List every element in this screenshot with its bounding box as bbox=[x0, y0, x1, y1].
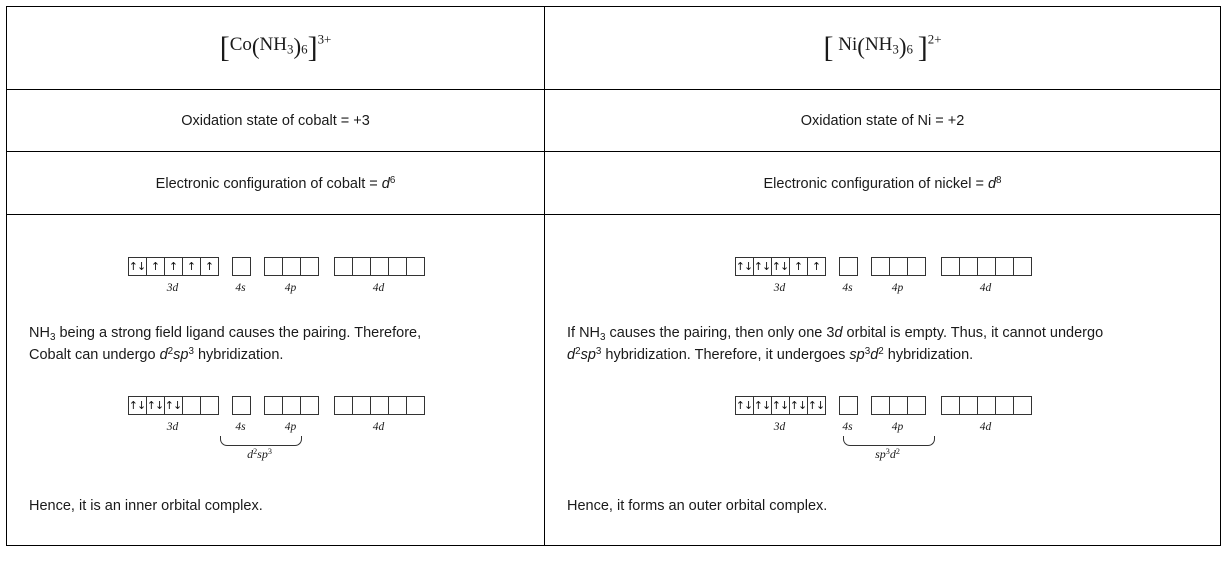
explanation-line-2: Cobalt can undergo $d^2sp^3$ hybridization. bbox=[29, 346, 284, 363]
orbital-box: ↑↓ bbox=[789, 396, 808, 415]
orbital-group-label: 3d bbox=[166, 282, 179, 295]
orbital-box bbox=[282, 396, 301, 415]
cell-oxidation-nickel bbox=[545, 90, 1221, 152]
orbital-box bbox=[1013, 257, 1032, 276]
orbital-box bbox=[907, 257, 926, 276]
orbital-group-4s bbox=[839, 257, 857, 297]
configuration-prefix-cobalt: Electronic configuration of cobalt = bbox=[155, 175, 382, 192]
orbital-group-4d bbox=[941, 396, 1031, 436]
formula-cobalt: $[Co(NH_3)_6]^{3+}$ bbox=[219, 31, 332, 64]
orbital-diagram-top-cobalt bbox=[29, 257, 522, 297]
orbital-group-label: 4d bbox=[979, 421, 992, 434]
orbital-box: ↑↓ bbox=[128, 396, 147, 415]
comparison-table bbox=[6, 6, 1221, 546]
orbital-group-label: 4s bbox=[842, 282, 853, 295]
orbital-group-label: 4s bbox=[235, 282, 246, 295]
cell-configuration-nickel bbox=[545, 152, 1221, 215]
configuration-prefix-nickel: Electronic configuration of nickel = bbox=[763, 175, 988, 192]
orbital-box bbox=[406, 396, 425, 415]
table-row-formula bbox=[7, 7, 1221, 90]
orbital-box bbox=[232, 257, 251, 276]
orbital-box bbox=[839, 396, 858, 415]
orbital-group-4p bbox=[264, 396, 318, 436]
orbital-box bbox=[977, 396, 996, 415]
configuration-exponent-nickel: 8 bbox=[996, 174, 1002, 186]
orbital-group-label: 4p bbox=[891, 282, 904, 295]
orbital-box: ↑↓ bbox=[164, 396, 183, 415]
orbital-group-4s bbox=[232, 257, 250, 297]
orbital-box bbox=[839, 257, 858, 276]
cell-formula-nickel bbox=[545, 7, 1221, 90]
document-page bbox=[0, 6, 1229, 567]
explanation-line-1: If $NH_3$ causes the pairing, then only one 3d orbital is empty. Thus, it cannot undergo bbox=[567, 324, 1104, 343]
orbital-box: ↑↓ bbox=[753, 396, 772, 415]
explanation-paragraph-nickel bbox=[567, 323, 1198, 366]
orbital-group-label: 4d bbox=[372, 421, 385, 434]
orbital-group-4d bbox=[334, 396, 424, 436]
orbital-box bbox=[871, 257, 890, 276]
orbital-box bbox=[388, 396, 407, 415]
orbital-box: ↑ bbox=[200, 257, 219, 276]
explanation-line-2: $d^2sp^3$ hybridization. Therefore, it undergoes $sp^3d^2$ hybridization. bbox=[567, 346, 974, 363]
orbital-group-4p bbox=[871, 257, 925, 297]
conclusion-cobalt: Hence, it is an inner orbital complex. bbox=[29, 497, 263, 514]
table-row-configuration bbox=[7, 152, 1221, 215]
orbital-box bbox=[232, 396, 251, 415]
orbital-box bbox=[264, 396, 283, 415]
oxidation-text-cobalt: Oxidation state of cobalt = +3 bbox=[181, 112, 370, 129]
orbital-box bbox=[200, 396, 219, 415]
orbital-diagram-top-nickel bbox=[567, 257, 1198, 297]
orbital-group-3d bbox=[128, 257, 218, 297]
orbital-group-3d bbox=[735, 396, 825, 436]
orbital-group-label: 4p bbox=[891, 421, 904, 434]
orbital-group-label: 3d bbox=[773, 421, 786, 434]
orbital-box bbox=[889, 257, 908, 276]
orbital-group-4p bbox=[871, 396, 925, 436]
orbital-box bbox=[264, 257, 283, 276]
orbital-group-4s bbox=[839, 396, 857, 436]
orbital-box bbox=[182, 396, 201, 415]
orbital-group-label: 4d bbox=[372, 282, 385, 295]
orbital-group-3d bbox=[735, 257, 825, 297]
orbital-box bbox=[406, 257, 425, 276]
orbital-group-4d bbox=[334, 257, 424, 297]
orbital-box: ↑↓ bbox=[771, 396, 790, 415]
hybridization-brace-nickel bbox=[735, 436, 1031, 462]
table-row-detail bbox=[7, 215, 1221, 546]
formula-nickel: [ $Ni(NH_3)_6$ ]$^{2+}$ bbox=[823, 31, 942, 64]
orbital-box: ↑↓ bbox=[807, 396, 826, 415]
conclusion-nickel: Hence, it forms an outer orbital complex. bbox=[567, 497, 828, 514]
orbital-group-label: 4s bbox=[842, 421, 853, 434]
cell-formula-cobalt bbox=[7, 7, 545, 90]
orbital-box bbox=[352, 257, 371, 276]
orbital-box bbox=[889, 396, 908, 415]
orbital-group-3d bbox=[128, 396, 218, 436]
orbital-group-label: 4d bbox=[979, 282, 992, 295]
configuration-exponent-cobalt: 6 bbox=[389, 174, 396, 186]
orbital-box: ↑ bbox=[182, 257, 201, 276]
configuration-value-nickel: d bbox=[987, 175, 997, 192]
orbital-box bbox=[995, 257, 1014, 276]
orbital-group-label: 4s bbox=[235, 421, 246, 434]
orbital-group-label: 4p bbox=[284, 421, 297, 434]
cell-configuration-cobalt bbox=[7, 152, 545, 215]
orbital-group-label: 3d bbox=[773, 282, 786, 295]
cell-detail-nickel bbox=[545, 215, 1221, 546]
orbital-box: ↑↓ bbox=[735, 396, 754, 415]
orbital-box: ↑↓ bbox=[128, 257, 147, 276]
orbital-diagram-bottom-cobalt bbox=[29, 396, 522, 462]
orbital-box bbox=[995, 396, 1014, 415]
detail-body-nickel bbox=[545, 233, 1220, 526]
orbital-group-4d bbox=[941, 257, 1031, 297]
orbital-box bbox=[907, 396, 926, 415]
orbital-group-label: 3d bbox=[166, 421, 179, 434]
table-row-oxidation bbox=[7, 90, 1221, 152]
orbital-box bbox=[352, 396, 371, 415]
orbital-box bbox=[334, 396, 353, 415]
cell-detail-cobalt bbox=[7, 215, 545, 546]
orbital-box bbox=[388, 257, 407, 276]
orbital-box: ↑↓ bbox=[753, 257, 772, 276]
orbital-diagram-bottom-nickel bbox=[567, 396, 1198, 462]
orbital-group-4p bbox=[264, 257, 318, 297]
orbital-group-4s bbox=[232, 396, 250, 436]
configuration-value-cobalt: d bbox=[381, 175, 390, 192]
orbital-box bbox=[1013, 396, 1032, 415]
cell-oxidation-cobalt bbox=[7, 90, 545, 152]
orbital-box: ↑ bbox=[807, 257, 826, 276]
orbital-box: ↑ bbox=[164, 257, 183, 276]
orbital-box: ↑ bbox=[789, 257, 808, 276]
hybridization-brace-cobalt bbox=[128, 436, 424, 462]
hybridization-label: $sp^3d^2$ bbox=[875, 446, 900, 461]
orbital-box bbox=[370, 396, 389, 415]
orbital-box bbox=[959, 396, 978, 415]
hybridization-label: $d^2sp^3$ bbox=[247, 446, 272, 461]
orbital-group-label: 4p bbox=[284, 282, 297, 295]
orbital-box bbox=[941, 257, 960, 276]
explanation-line-1: $NH_3$ being a strong field ligand causes the pairing. Therefore, bbox=[29, 324, 422, 343]
orbital-box bbox=[370, 257, 389, 276]
orbital-box bbox=[300, 257, 319, 276]
orbital-box: ↑ bbox=[146, 257, 165, 276]
orbital-box bbox=[959, 257, 978, 276]
oxidation-text-nickel: Oxidation state of Ni = +2 bbox=[800, 112, 965, 129]
orbital-box: ↑↓ bbox=[735, 257, 754, 276]
explanation-paragraph-cobalt bbox=[29, 323, 522, 366]
orbital-box: ↑↓ bbox=[771, 257, 790, 276]
orbital-box bbox=[282, 257, 301, 276]
detail-body-cobalt bbox=[7, 233, 544, 526]
orbital-box: ↑↓ bbox=[146, 396, 165, 415]
orbital-box bbox=[977, 257, 996, 276]
orbital-box bbox=[334, 257, 353, 276]
orbital-box bbox=[300, 396, 319, 415]
orbital-box bbox=[871, 396, 890, 415]
orbital-box bbox=[941, 396, 960, 415]
